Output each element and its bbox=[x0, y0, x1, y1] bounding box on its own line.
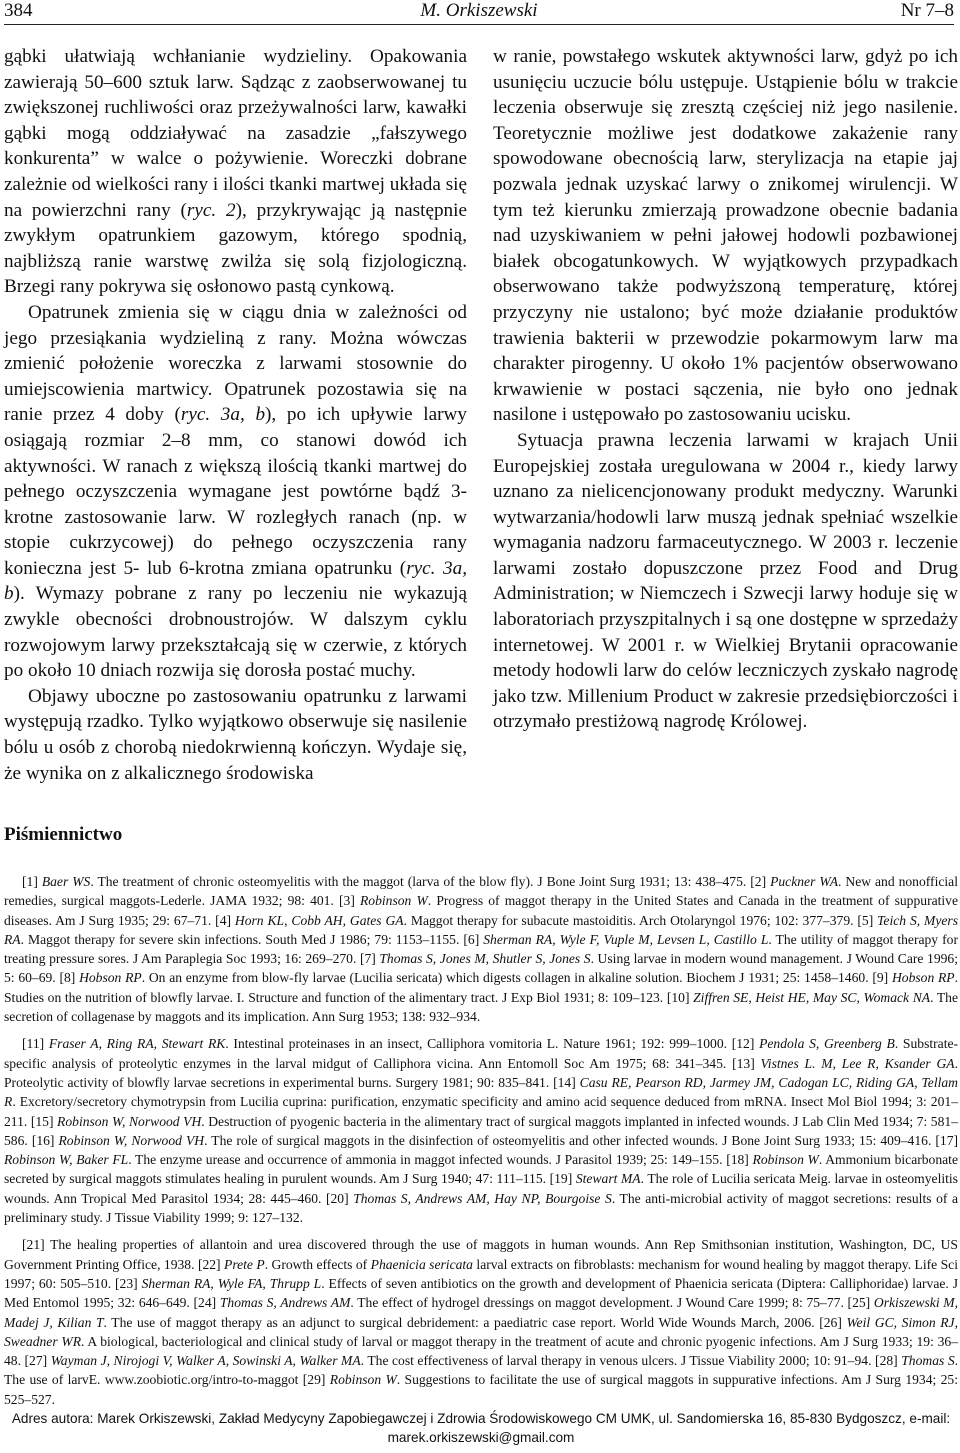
italic-text: Weil GC, Simon RJ, Sweadner WR bbox=[4, 1314, 958, 1349]
text-run: w ranie, powstałego wskutek aktywności larw, gdyż po ich usunięciu uczucie bólu ustępuje. Ustąpienie bólu w trakcie leczenia obserwuje się zresztą częściej niż jego nasilenie. Teoretycznie możliwe jest dodatkowe zakażenie rany spowodowane obecnością larw, sterylizacja na etapie jaj pozwala jednak uzyskać larwy o znikomej wirulencji. W tym też kierunku zmierzają prowadzone obecnie badania nad uzyskiwaniem w pełni jałowej hodowli pozbawionej białek obcogatunkowych. W wyjątkowych przypadkach obserwowano także podwyższoną temperaturę, której przyczyny nie ustalono; być może działanie produktów trawienia bakterii w przewodzie pokarmowym larw ma charakter pirogenny. U około 1% pacjentów obserwowano krwawienie w postaci sączenia, nie było ono jednak nasilone i ustępowało po zastosowaniu ucisku. bbox=[493, 46, 958, 426]
author-email: marek.orkiszewski@gmail.com bbox=[387, 1430, 575, 1445]
text-run: . The role of surgical maggots in the disinfection of osteomyelitis and other infected wounds. J Bone Joint Surg 1933; 15: 409–416. bbox=[204, 1132, 936, 1148]
italic-text: Thomas S, Andrews AM bbox=[219, 1295, 351, 1311]
text-run: [1] bbox=[22, 874, 42, 889]
text-run: . The enzyme urease and occurrence of ammonia in maggot infected wounds. J Parasitol 1939; 25: 149–155. bbox=[128, 1152, 727, 1168]
references-block bbox=[4, 1034, 958, 1227]
text-run: Sytuacja prawna leczenia larwami w krajach Unii Europejskiej została uregulowana w 2004 r., kiedy larwy uznano za nielicencjonowany produkt medyczny. Warunki wytwarzania/hodowli larw muszą jednak spełniać wszelkie wymagania nadzoru farmaceutycznego. W 2003 r. leczenie larwami zostało dopuszczone przez Food and Drug Administration; w Niemczech i Szwecji larwy hoduje się w laboratoriach przyszpitalnych i są one dostępne w sprzedaży internetowej. W 2001 r. w Wielkiej Brytanii opracowanie metody hodowli larw do celów leczniczych zyskało nagrodę jako tzw. Millenium Product w zakresie przedsiębiorczości i otrzymało prestiżową nagrodę Królowej. bbox=[493, 429, 958, 733]
text-run: . Proteolytic activity of blowfly larvae secretions in experimental burns. Surgery 1981; 90: 835–841. bbox=[4, 1055, 959, 1090]
text-run: . Maggot therapy for subacute mastoiditis. Arch Otolaryngol 1976; 102: 377–379. bbox=[403, 912, 858, 928]
text-run: . Maggot therapy for severe skin infections. South Med J 1986; 79: 1153–1155. bbox=[20, 931, 464, 947]
text-run: [12] bbox=[731, 1036, 760, 1052]
text-run: . On an enzyme from blow-fly larvae (Lucilia sericata) which digests collagen in alkaline solution. Biochem J 1931; 25: 1458–1460. bbox=[141, 970, 873, 986]
text-run: larval extracts on fibroblasts: mechanism for wound healing by maggot therapy. Life Sci 1997; 60: 505–510. bbox=[4, 1256, 958, 1291]
italic-text: Robinson W, Baker FL bbox=[4, 1152, 129, 1168]
text-run: [18] bbox=[726, 1152, 753, 1168]
italic-text: Puckner WA bbox=[770, 874, 839, 889]
text-run: . The use of maggot therapy as an adjunct to surgical debridement: a paediatric case report. World Wide Wounds March, 2006. bbox=[103, 1314, 820, 1330]
text-run: [15] bbox=[30, 1113, 58, 1129]
text-run: . The effect of hydrogel dressings on maggot development. J Wound Care 1999; 8: 75–77. bbox=[350, 1295, 848, 1311]
text-run: . Studies on the nutrition of blowfly larvae. I. Structure and function of the alimentary tract. J Exp Biol 1931; 8: 109–123. bbox=[4, 970, 959, 1005]
text-run: [3] bbox=[339, 893, 360, 909]
italic-text: Wayman J, Nirojogi V, Walker A, Sowinski A, Walker MA bbox=[50, 1353, 361, 1369]
italic-text: Robinson W bbox=[359, 893, 428, 909]
text-run: [19] bbox=[549, 1171, 576, 1187]
text-run: [6] bbox=[463, 931, 484, 947]
text-run: ). Wymazy pobrane z rany po leczeniu nie wykazują zwykle obecności drobnoustrojów. W dalszym cyklu rozwojowym larwy przekształcają się w czerwie, z których po około 10 dniach rozwija się dorosła postać muchy. bbox=[4, 583, 467, 682]
references-block bbox=[4, 872, 958, 1026]
text-run: [17] bbox=[935, 1132, 959, 1148]
text-run: [28] bbox=[875, 1353, 902, 1369]
text-run: . The use of larvE. www.zoobiotic.org/intro-to-maggot bbox=[4, 1353, 959, 1388]
body-paragraph bbox=[493, 44, 958, 428]
text-run: Objawy uboczne po zastosowaniu opatrunku z larwami występują rzadko. Tylko wyjątkowo obserwuje się nasilenie bólu u osób z chorobą niedokrwienną kończyn. Wydaje się, że wynika on z alkalicznego środowiska bbox=[4, 685, 467, 784]
italic-text: Hobson RP bbox=[891, 970, 955, 986]
text-run: ), po ich upływie larwy osiągają rozmiar 2–8 mm, co stanowi dowód ich aktywności. W ranach z większą ilością tkanki martwej do pełnego oczyszczenia wymagane jest powtórne bądź 3-krotne zastosowanie larw. W rozległych ranach (np. w stopie cukrzycowej) do pełnego oczyszczenia rany konieczna jest 5- lub 6-krotna zmiana opatrunku ( bbox=[4, 404, 467, 579]
italic-text: Stewart MA bbox=[575, 1171, 641, 1187]
text-run: [23] bbox=[115, 1275, 142, 1291]
italic-text: Robinson W, Norwood VH bbox=[58, 1132, 205, 1148]
text-run: . Destruction of pyogenic bacteria in the alimentary tract of surgical maggots implanted in infected wounds. J Lab Clin Med 1934; 7: 581–586. bbox=[4, 1113, 958, 1148]
italic-text: Casu RE, Pearson RD, Jarmey JM, Cadogan LC, Riding GA, Tellam R bbox=[4, 1074, 958, 1110]
author-address bbox=[4, 1409, 958, 1447]
text-run: . Growth effects of bbox=[264, 1256, 371, 1272]
text-run: [7] bbox=[359, 951, 380, 967]
text-run: [21] The healing properties of allantoin and urea discovered through the use of maggots in human wounds. Ann Rep Smithsonian institution, Washington, DC, US Government Printing Office, 1938. bbox=[4, 1237, 958, 1272]
italic-text: Robinson W, Norwood VH bbox=[57, 1113, 202, 1129]
text-run: . New and nonofficial remedies, surgical maggots-Lederle. JAMA 1932; 98: 401. bbox=[4, 874, 958, 909]
italic-text: Ziffren SE, Heist HE, May SC, Womack NA bbox=[693, 989, 931, 1005]
italic-text: Robinson W bbox=[752, 1152, 819, 1168]
text-run: . Progress of maggot therapy in the United States and Canada in the treatment of suppurative diseases. Am J Surg 1935; 29: 67–71. bbox=[4, 893, 959, 928]
text-run: Opatrunek zmienia się w ciągu dnia w zależności od jego przesiąkania wydzieliną z rany. Można wówczas zmienić położenie woreczka z larwami stosownie do umiejscowienia martwicy. Opatrunek pozostawia się na ranie przez 4 doby ( bbox=[4, 301, 467, 426]
references-block bbox=[4, 1235, 958, 1409]
italic-text: ryc. 3a, b bbox=[4, 557, 467, 605]
text-run: [2] bbox=[750, 874, 771, 889]
text-run: [5] bbox=[857, 912, 878, 928]
text-run: [9] bbox=[872, 970, 892, 986]
italic-text: Phaenicia sericata bbox=[370, 1256, 473, 1272]
italic-text: Pendola S, Greenberg B bbox=[759, 1036, 895, 1052]
text-run: [20] bbox=[325, 1190, 354, 1206]
body-paragraph bbox=[4, 684, 467, 786]
running-author: M. Orkiszewski bbox=[420, 0, 538, 21]
text-run: . Intestinal proteinases in an insect, Calliphora vomitoria L. Nature 1961; 192: 999–1000. bbox=[225, 1036, 732, 1052]
text-run: . Substrate-specific analysis of proteolytic enzymes in the larval midgut of Calliphora vicina. Ann Entomoll Soc Am 1975; 68: 341–345. bbox=[4, 1036, 959, 1071]
text-run: gąbki ułatwiają wchłanianie wydzieliny. Opakowania zawierają 50–600 sztuk larw. Sądząc z zaobserwowanej tu zwiększonej ruchliwości oraz przeżywalności larw, kawałki gąbki mogą oddziaływać na zasadzie „fałszywego konkurenta” w walce o pożywienie. Woreczki dobrane zależnie od wielkości rany i ilości tkanki martwej układa się na powierzchni rany ( bbox=[4, 46, 468, 221]
address-text: Adres autora: Marek Orkiszewski, Zakład Medycyny Zapobiegawczej i Zdrowia Środowiskowego CM UMK, ul. Sandomierska 16, 85-830 Bydgoszcz, e-mail: bbox=[11, 1411, 951, 1426]
text-run: [16] bbox=[31, 1132, 59, 1148]
italic-text: ryc. 2 bbox=[186, 199, 236, 221]
text-run: [13] bbox=[732, 1055, 761, 1071]
text-run: . The utility of maggot therapy for treating pressure sores. J Am Paraplegia Soc 1993; 16: 269–270. bbox=[4, 931, 958, 967]
italic-text: Sherman RA, Wyle FA, Thrupp L bbox=[141, 1275, 322, 1291]
text-run: [24] bbox=[193, 1295, 220, 1311]
text-run: . A biological, bacteriological and clinical study of larval or maggot therapy in the treatment of acute and chronic pyogenic infections. Am J Surg 1933; 19: 36–48. bbox=[4, 1333, 958, 1369]
text-run: . Using larvae in modern wound management. J Wound Care 1996; 5: 60–69. bbox=[4, 951, 958, 986]
italic-text: Thomas S, Jones M, Shutler S, Jones S bbox=[379, 951, 591, 967]
running-header bbox=[4, 0, 954, 25]
italic-text: Horn KL, Cobb AH, Gates GA bbox=[234, 912, 404, 928]
italic-text: ryc. 3a, b bbox=[180, 404, 266, 426]
text-run: [14] bbox=[553, 1074, 580, 1090]
italic-text: Thomas S bbox=[901, 1353, 955, 1369]
page-number: 384 bbox=[4, 0, 33, 21]
text-run: . Effects of seven antibiotics on the growth and development of Phaenicia sericata (Diptera: Calliphoridae) larvae. J Med Entomol 1995; 32: 646–649. bbox=[4, 1275, 958, 1311]
text-run: [10] bbox=[666, 989, 694, 1005]
left-text-column bbox=[4, 44, 467, 786]
text-run: . The anti-microbial activity of maggot secretions: results of a preliminary study. J Tissue Viability 1999; 9: 127–132. bbox=[4, 1190, 958, 1226]
text-run: . The cost effectiveness of larval therapy in venous ulcers. J Tissue Viability 2000; 10: 91–94. bbox=[360, 1353, 876, 1369]
italic-text: Thomas S, Andrews AM, Hay NP, Bourgoise S bbox=[353, 1190, 612, 1206]
body-paragraph bbox=[4, 300, 467, 684]
text-run: [25] bbox=[847, 1295, 874, 1311]
italic-text: Vistnes L. M, Lee R, Ksander GA bbox=[760, 1055, 955, 1071]
text-run: [27] bbox=[24, 1353, 51, 1369]
references-list bbox=[4, 872, 958, 1409]
body-paragraph bbox=[4, 44, 467, 300]
italic-text: Fraser A, Ring RA, Stewart RK bbox=[48, 1036, 226, 1052]
text-run: . The secretion of collagenase by maggots and its implication. Ann Surg 1953; 138: 932–934. bbox=[4, 989, 958, 1025]
text-run: . Ammonium bicarbonate secreted by surgical maggots stimulates healing in purulent wounds. Am J Surg 1940; 47: 111–115. bbox=[4, 1152, 958, 1187]
italic-text: Baer WS bbox=[41, 874, 91, 889]
text-run: [26] bbox=[819, 1314, 847, 1330]
text-run: . The role of Lucilia sericata Meig. larvae in osteomyelitis wounds. Ann Tropical Med Parasitol 1934; 28: 445–460. bbox=[4, 1171, 958, 1206]
text-run: [4] bbox=[215, 912, 235, 928]
italic-text: Orkiszewski M, Madej J, Kilian T bbox=[4, 1295, 959, 1330]
text-run: . Excretory/secretory chymotrypsin from Lucilia cuprina: purification, enzymatic specificity and amino acid sequence deduced from mRNA. Insect Mol Biol 1994; 3: 201–211. bbox=[4, 1094, 958, 1129]
text-run: [11] bbox=[22, 1036, 49, 1052]
italic-text: Hobson RP bbox=[79, 970, 142, 986]
references-heading: Piśmiennictwo bbox=[4, 824, 123, 845]
text-run: [8] bbox=[59, 970, 80, 986]
text-run: [22] bbox=[197, 1256, 225, 1272]
issue-number: Nr 7–8 bbox=[900, 0, 954, 21]
text-run: ), przykrywając ją następnie zwykłym opatrunkiem gazowym, którego spodnią, najbliższą ranie warstwę zwilża się solą fizjologiczną. Brzegi rany pokrywa się osłonowo pastą cynkową. bbox=[4, 199, 467, 298]
right-text-column bbox=[493, 44, 958, 735]
italic-text: Sherman RA, Wyle F, Vuple M, Levsen L, Castillo L bbox=[483, 931, 769, 947]
italic-text: Robinson W bbox=[329, 1372, 397, 1388]
italic-text: Teich S, Myers RA bbox=[4, 912, 958, 947]
text-run: . Suggestions to facilitate the use of surgical maggots in suppurative infections. Am J Surg 1934; 25: 525–527. bbox=[4, 1372, 958, 1407]
text-run: . The treatment of chronic osteomyelitis with the maggot (larva of the blow fly). J Bone Joint Surg 1931; 13: 438–475. bbox=[90, 874, 751, 889]
body-paragraph bbox=[493, 428, 958, 735]
italic-text: Prete P bbox=[224, 1256, 265, 1272]
text-run: [29] bbox=[302, 1372, 330, 1388]
